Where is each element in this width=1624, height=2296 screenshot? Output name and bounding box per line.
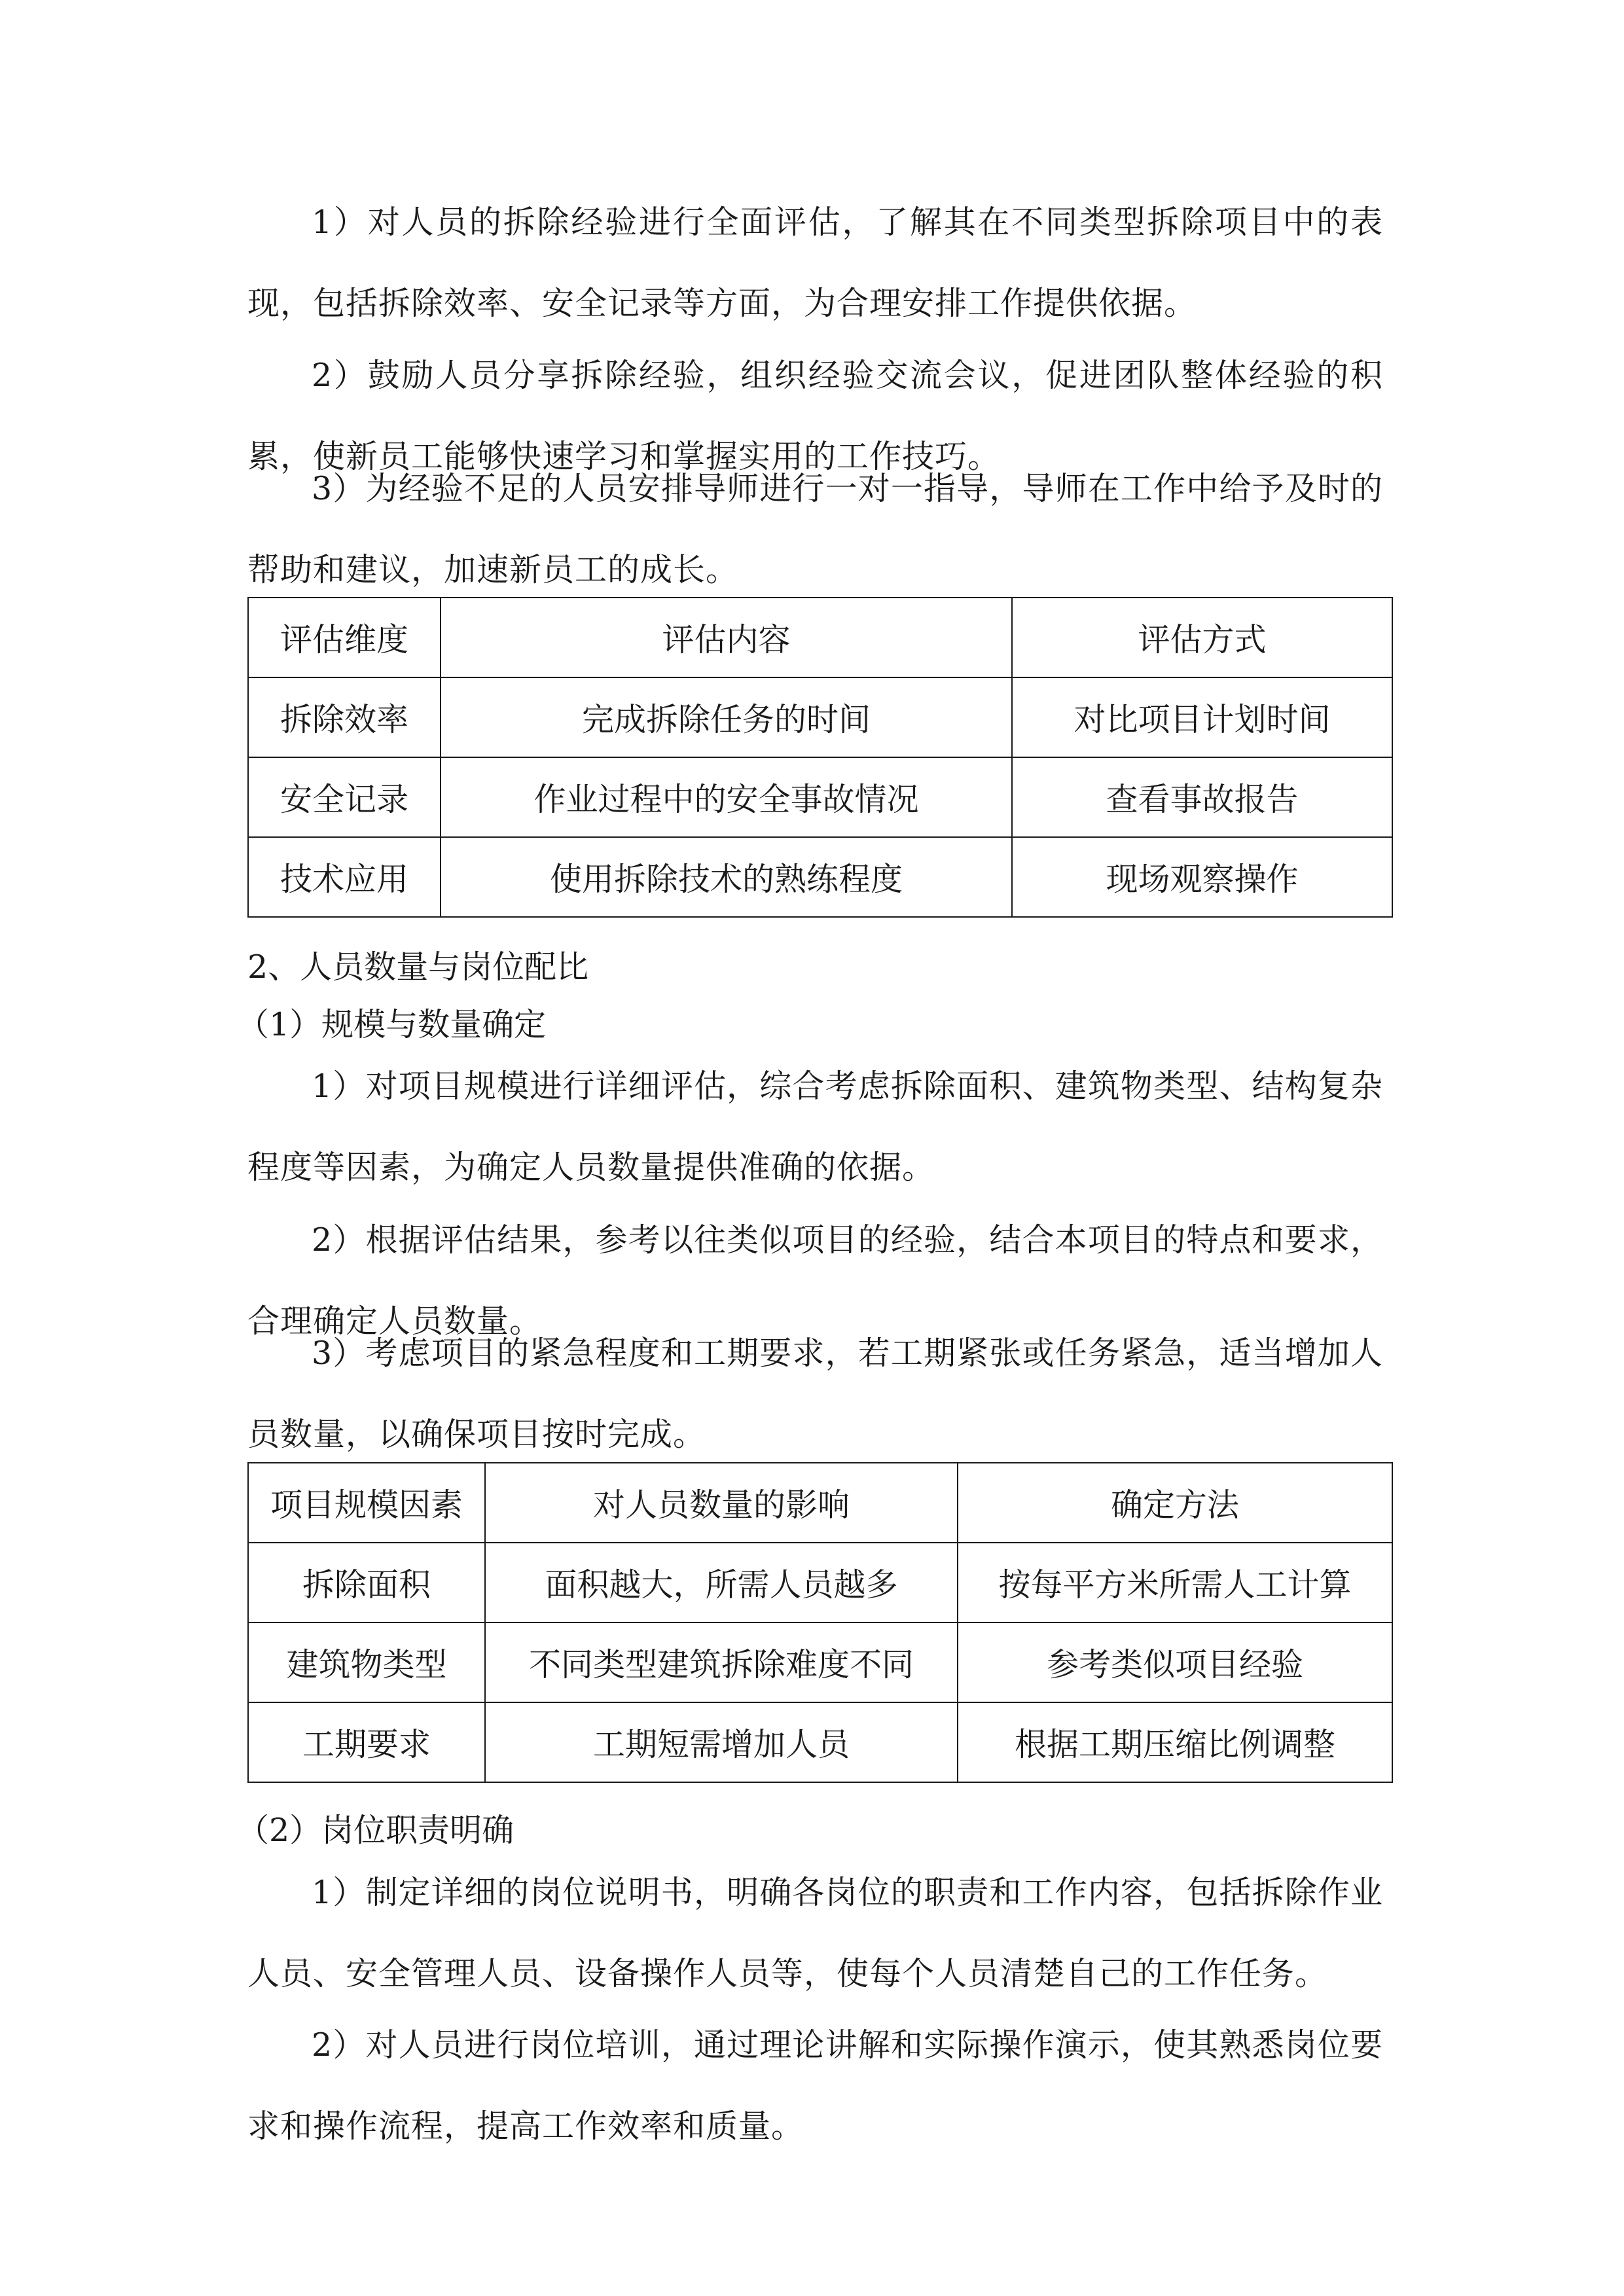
table-cell: 查看事故报告 (1012, 757, 1392, 837)
table-row (248, 1543, 1392, 1623)
paragraph: 1）对人员的拆除经验进行全面评估，了解其在不同类型拆除项目中的表现，包括拆除效率、安全记录等方面，为合理安排工作提供依据。 (247, 204, 1383, 322)
subsection-heading: （2）岗位职责明确 (237, 1812, 514, 1849)
table-cell: 根据工期压缩比例调整 (958, 1702, 1392, 1782)
table-header-cell: 评估内容 (441, 598, 1012, 677)
table-cell: 使用拆除技术的熟练程度 (441, 837, 1012, 917)
table-cell: 工期要求 (248, 1702, 485, 1782)
table-cell: 工期短需增加人员 (485, 1702, 958, 1782)
table-row (248, 677, 1392, 757)
table-row (248, 757, 1392, 837)
scale-factor-table (247, 1462, 1393, 1783)
table-cell: 按每平方米所需人工计算 (958, 1543, 1392, 1623)
paragraph: 1）对项目规模进行详细评估，综合考虑拆除面积、建筑物类型、结构复杂程度等因素，为确定人员数量提供准确的依据。 (247, 1067, 1383, 1186)
table-header-row (248, 1463, 1392, 1543)
paragraph: 3）为经验不足的人员安排导师进行一对一指导，导师在工作中给予及时的帮助和建议，加速新员工的成长。 (247, 470, 1383, 588)
table-header-cell: 项目规模因素 (248, 1463, 485, 1543)
table-cell: 不同类型建筑拆除难度不同 (485, 1623, 958, 1702)
section-heading: 2、人员数量与岗位配比 (247, 948, 589, 986)
table-row (248, 837, 1392, 917)
table-row (248, 1702, 1392, 1782)
table-cell: 参考类似项目经验 (958, 1623, 1392, 1702)
table-header-cell: 评估方式 (1012, 598, 1392, 677)
table-row (248, 1623, 1392, 1702)
paragraph: 2）根据评估结果，参考以往类似项目的经验，结合本项目的特点和要求，合理确定人员数量。 (247, 1221, 1383, 1340)
paragraph: 3）考虑项目的紧急程度和工期要求，若工期紧张或任务紧急，适当增加人员数量，以确保项目按时完成。 (247, 1335, 1383, 1453)
evaluation-table (247, 597, 1393, 918)
table-cell: 安全记录 (248, 757, 441, 837)
table-header-cell: 对人员数量的影响 (485, 1463, 958, 1543)
subsection-heading: （1）规模与数量确定 (237, 1006, 547, 1043)
table-cell: 对比项目计划时间 (1012, 677, 1392, 757)
paragraph: 1）制定详细的岗位说明书，明确各岗位的职责和工作内容，包括拆除作业人员、安全管理人员、设备操作人员等，使每个人员清楚自己的工作任务。 (247, 1874, 1383, 1992)
table-cell: 拆除面积 (248, 1543, 485, 1623)
table-header-cell: 评估维度 (248, 598, 441, 677)
table-cell: 完成拆除任务的时间 (441, 677, 1012, 757)
table-cell: 作业过程中的安全事故情况 (441, 757, 1012, 837)
paragraph: 2）对人员进行岗位培训，通过理论讲解和实际操作演示，使其熟悉岗位要求和操作流程，提高工作效率和质量。 (247, 2026, 1383, 2145)
paragraph: 2）鼓励人员分享拆除经验，组织经验交流会议，促进团队整体经验的积累，使新员工能够快速学习和掌握实用的工作技巧。 (247, 357, 1383, 475)
table-header-row (248, 598, 1392, 677)
table-header-cell: 确定方法 (958, 1463, 1392, 1543)
table-cell: 技术应用 (248, 837, 441, 917)
table-cell: 拆除效率 (248, 677, 441, 757)
table-cell: 面积越大，所需人员越多 (485, 1543, 958, 1623)
table-cell: 现场观察操作 (1012, 837, 1392, 917)
table-cell: 建筑物类型 (248, 1623, 485, 1702)
